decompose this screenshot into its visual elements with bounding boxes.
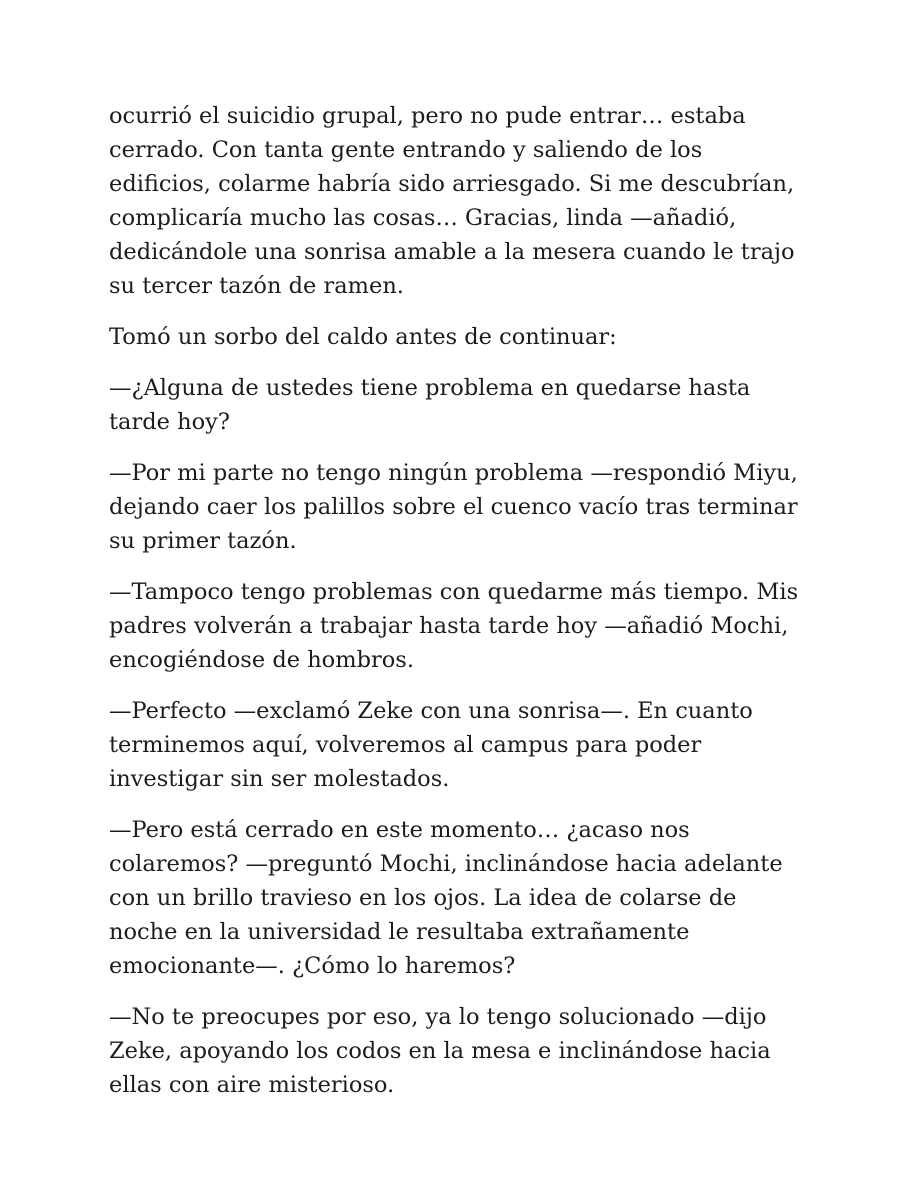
text-line: —No te preocupes por eso, ya lo tengo solucionado —dijo <box>109 1004 767 1030</box>
text-line: padres volverán a trabajar hasta tarde hoy —añadió Mochi, <box>109 613 789 639</box>
paragraph-7 <box>109 813 809 983</box>
paragraph-6 <box>109 694 809 796</box>
text-line: cerrado. Con tanta gente entrando y saliendo de los <box>109 137 703 163</box>
paragraph-3 <box>109 371 809 439</box>
text-line: complicaría mucho las cosas… Gracias, linda —añadió, <box>109 205 737 231</box>
text-line: encogiéndose de hombros. <box>109 647 414 673</box>
text-line: —Perfecto —exclamó Zeke con una sonrisa—. En cuanto <box>109 698 753 724</box>
paragraph-8 <box>109 1000 809 1102</box>
text-line: tarde hoy? <box>109 409 230 435</box>
text-line: —Pero está cerrado en este momento… ¿acaso nos <box>109 817 690 843</box>
paragraph-5 <box>109 575 809 677</box>
text-line: dejando caer los palillos sobre el cuenco vacío tras terminar <box>109 494 798 520</box>
text-line: —Tampoco tengo problemas con quedarme más tiempo. Mis <box>109 579 799 605</box>
text-line: Zeke, apoyando los codos en la mesa e inclinándose hacia <box>109 1038 771 1064</box>
paragraph-4 <box>109 456 809 558</box>
text-line: Tomó un sorbo del caldo antes de continuar: <box>109 324 617 350</box>
text-line: colaremos? —preguntó Mochi, inclinándose hacia adelante <box>109 851 783 877</box>
text-line: investigar sin ser molestados. <box>109 766 450 792</box>
text-line: con un brillo travieso en los ojos. La idea de colarse de <box>109 885 737 911</box>
paragraph-2 <box>109 320 809 354</box>
text-line: —Por mi parte no tengo ningún problema —respondió Miyu, <box>109 460 798 486</box>
text-line: ocurrió el suicidio grupal, pero no pude entrar… estaba <box>109 103 746 129</box>
text-line: terminemos aquí, volveremos al campus para poder <box>109 732 702 758</box>
text-line: —¿Alguna de ustedes tiene problema en quedarse hasta <box>109 375 751 401</box>
text-line: emocionante—. ¿Cómo lo haremos? <box>109 953 516 979</box>
text-line: su tercer tazón de ramen. <box>109 273 404 299</box>
text-line: ellas con aire misterioso. <box>109 1072 395 1098</box>
text-line: su primer tazón. <box>109 528 297 554</box>
document-page <box>109 99 809 1119</box>
text-line: edificios, colarme habría sido arriesgado. Si me descubrían, <box>109 171 795 197</box>
text-line: dedicándole una sonrisa amable a la mesera cuando le trajo <box>109 239 795 265</box>
text-line: noche en la universidad le resultaba extrañamente <box>109 919 690 945</box>
paragraph-1 <box>109 99 809 303</box>
